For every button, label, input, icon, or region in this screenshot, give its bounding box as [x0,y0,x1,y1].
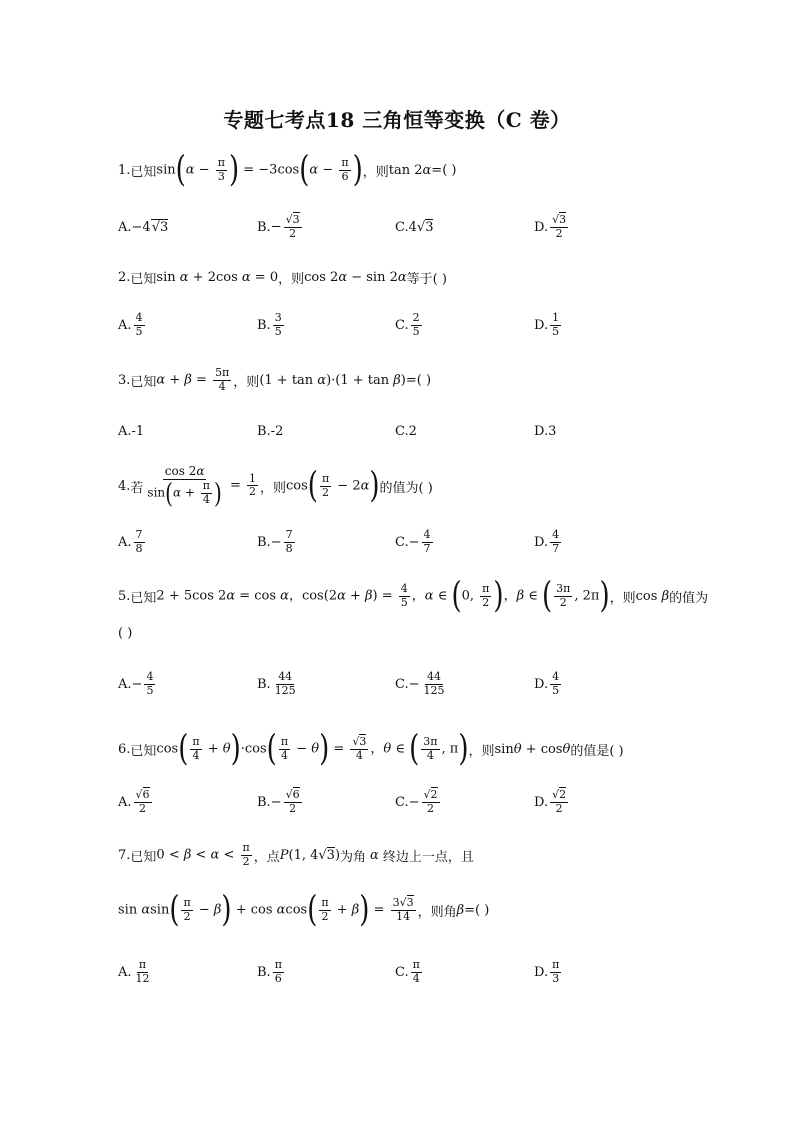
option-label: A. [118,794,132,810]
question-text: ，则角 [417,904,457,920]
question-text: 的值是( ) [570,743,624,759]
math-expression: cos 2α sin(α + $\frac{\pi}{4}$ ) = $\frac{1}{2}$ [147,464,256,510]
question-text: ，则 [233,374,260,390]
question-text: 若 [130,480,144,496]
question-number: 7. [118,847,131,863]
math-expression: − $\frac{√3}{2}$ [270,212,300,240]
question-5 [118,575,709,617]
question-7 [118,835,678,875]
question-number: 4. [118,478,131,494]
math-expression: 4√3 [408,219,434,235]
option-b[interactable] [257,207,304,247]
question-1 [118,150,678,190]
option-label: D. [534,794,549,810]
option-a[interactable] [118,207,168,247]
question-text: 已知 [130,590,157,606]
option-d[interactable]: D. $\frac{1}{5}$ [534,310,560,338]
option-label: A. [118,219,132,235]
option-label: A.-1 [118,423,145,439]
option-label: B. [257,317,271,333]
question-text: 已知 [130,271,157,287]
option-d[interactable] [534,411,556,451]
question-2 [118,257,678,297]
option-label: C.2 [395,423,417,439]
option-d[interactable] [534,207,570,247]
math-expression: sin(α − $\frac{\pi}{3}$ ) = −3cos(α − $\frac{\pi}{6}$ ) [156,149,363,191]
option-label: B. [257,534,271,550]
option-label: D. [534,676,549,692]
options-1 [118,207,678,247]
option-c[interactable]: C. − $\frac{4}{7}$ [395,527,431,555]
option-label: A. [118,317,132,333]
option-label: D. [534,317,549,333]
option-a[interactable]: A. $\frac{7}{8}$ [118,527,143,555]
option-b[interactable] [257,411,283,451]
question-5-answer-paren: ( ) [118,626,133,641]
option-b[interactable]: B. $\frac{3}{5}$ [257,310,282,338]
options-7 [118,952,678,992]
option-b[interactable]: B. − $\frac{7}{8}$ [257,527,293,555]
option-c[interactable] [395,207,433,247]
question-number: 2. [118,269,131,285]
math-expression: cos( $\frac{\pi}{2}$ − 2α) [286,465,380,507]
math-expression: cos 2α − sin 2α [304,269,407,285]
math-expression: sin α + 2cos α = 0 [156,269,279,285]
question-text: 已知 [130,849,157,865]
option-c[interactable]: C. $\frac{2}{5}$ [395,310,420,338]
option-label: C. [395,964,409,980]
option-b[interactable]: B. − $\frac{√6}{2}$ [257,787,300,815]
question-text: =( ) [431,162,457,178]
options-6 [118,782,678,822]
math-expression: sinθ + cosθ [494,741,571,757]
math-expression: 0 < β < α < $\frac{\pi}{2}$ [156,840,250,868]
option-label: C. [395,676,409,692]
question-text: ，则 [278,271,305,287]
question-text: ，则 [362,164,389,180]
option-d[interactable]: D. $\frac{4}{5}$ [534,669,560,697]
options-4 [118,522,678,562]
math-expression: (1 + tan α)·(1 + tan β) [259,372,406,388]
question-number: 5. [118,588,131,604]
option-d[interactable]: D. $\frac{√2}{2}$ [534,787,567,815]
math-expression: cos β [635,588,670,604]
question-4 [118,460,678,512]
question-text: 等于( ) [406,271,447,287]
option-label: D. [534,219,549,235]
option-b[interactable]: B. $\frac{44}{125}$ [257,669,296,697]
question-text: ，点 [253,849,280,865]
option-c[interactable]: C. $\frac{\pi}{4}$ [395,957,420,985]
question-text: 的值为( ) [379,480,433,496]
question-text: ，则 [468,743,495,759]
question-text: 终边上一点，且 [382,849,474,865]
option-a[interactable]: A. $\frac{\pi}{12}$ [118,957,150,985]
option-label: D.3 [534,423,557,439]
option-a[interactable]: A. $\frac{√6}{2}$ [118,787,150,815]
question-text: =( ) [405,372,432,388]
option-label: B. [257,676,271,692]
math-expression: α + β = $\frac{5\pi}{4}$ [156,365,230,393]
question-text: 已知 [130,743,157,759]
question-text: 已知 [130,374,157,390]
option-c[interactable]: C. − $\frac{44}{125}$ [395,669,445,697]
question-6 [118,729,678,769]
option-c[interactable] [395,411,417,451]
option-a[interactable] [118,411,144,451]
math-expression: −4√3 [131,219,169,235]
option-a[interactable]: A. $\frac{4}{5}$ [118,310,143,338]
question-text: 的值为 [669,590,709,606]
option-label: A. [118,676,132,692]
option-label: D. [534,964,549,980]
option-label: C. [395,534,409,550]
option-b[interactable]: B. $\frac{\pi}{6}$ [257,957,282,985]
options-2 [118,305,678,345]
math-expression: P(1, 4√3) [279,847,341,863]
options-3 [118,411,678,451]
option-label: C. [395,219,409,235]
math-expression: tan 2α [388,162,432,178]
option-d[interactable]: D. $\frac{\pi}{3}$ [534,957,560,985]
math-expression: α [370,847,379,863]
option-d[interactable]: D. $\frac{4}{7}$ [534,527,560,555]
math-expression: sin αsin( $\frac{\pi}{2}$ − β) + cos αcos( $\frac{\pi}{2}$ + β) = $\frac{3√3}{14}$ [118,889,414,931]
option-a[interactable]: A. − $\frac{4}{5}$ [118,669,154,697]
math-expression: $\frac{√3}{2}$ [552,212,567,240]
document-title: 专题七考点18 三角恒等变换（C 卷） [223,108,571,132]
question-text: ，则 [609,590,636,606]
question-text: 为角 [340,849,367,865]
question-number: 6. [118,741,131,757]
option-label: A. [118,534,132,550]
options-5 [118,664,678,704]
option-label: B. [257,964,271,980]
question-text: 已知 [130,164,157,180]
math-expression: 2 + 5cos 2α = cos α，cos(2α + β) = $\frac{4}{5}$ ，α ∈ (0, $\frac{\pi}{2}$ )，β ∈ ( $\frac{3\pi}{2}$ , 2π) [156,575,610,617]
option-label: D. [534,534,549,550]
option-label: C. [395,317,409,333]
option-label: B. [257,794,271,810]
question-7-line-2 [118,888,678,932]
option-label: B.-2 [257,423,284,439]
option-label: C. [395,794,409,810]
question-text: =( ) [464,902,490,918]
math-expression: cos( $\frac{\pi}{4}$ + θ)·cos( $\frac{\pi}{4}$ − θ) = $\frac{√3}{4}$ ，θ ∈ ( $\frac{3\pi}{4}$ , π) [156,728,469,770]
option-label: B. [257,219,271,235]
question-number: 3. [118,372,131,388]
question-3 [118,360,678,400]
option-label: A. [118,964,132,980]
math-expression: β [456,902,465,918]
option-c[interactable]: C. − $\frac{√2}{2}$ [395,787,438,815]
question-text: ，则 [259,480,286,496]
question-number: 1. [118,162,131,178]
